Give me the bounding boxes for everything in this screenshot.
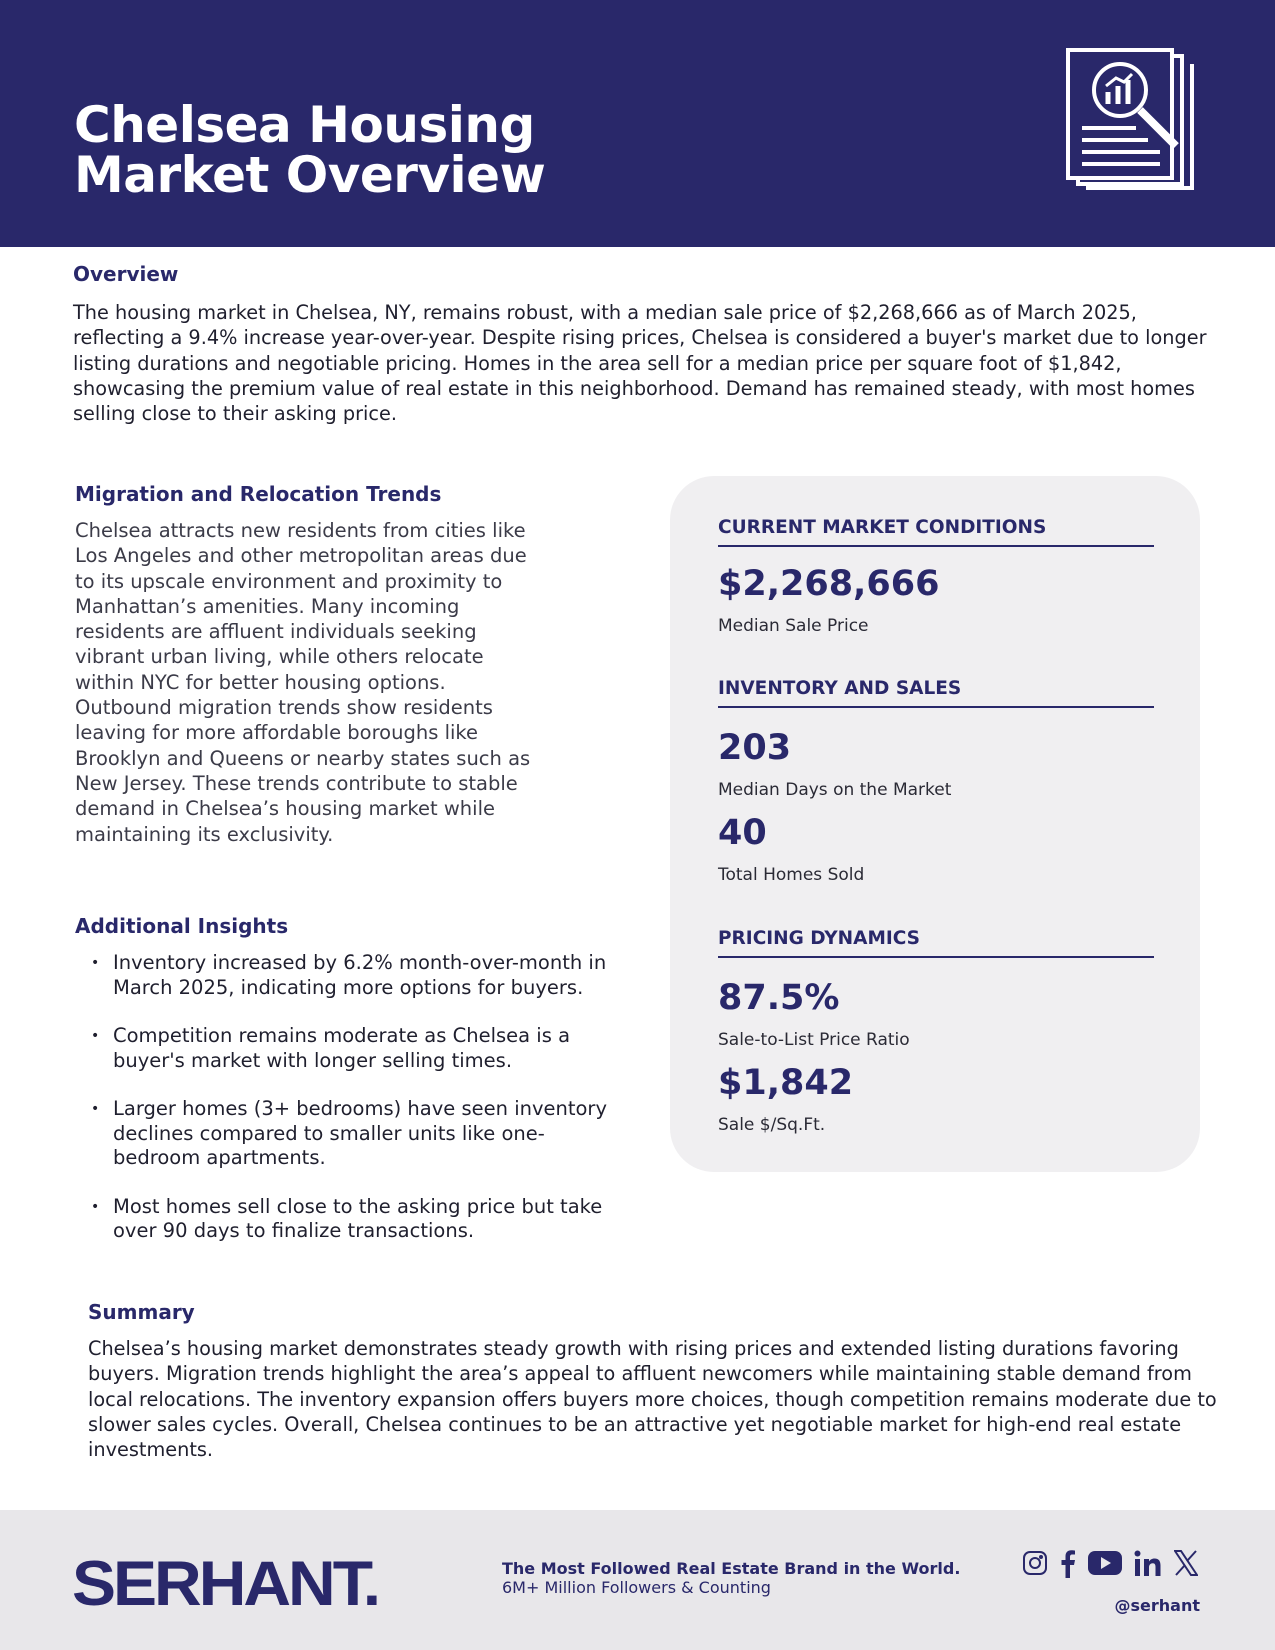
list-item <box>88 1024 608 1073</box>
page-title-line-2: Market Overview <box>74 146 546 204</box>
insight-text: Competition remains moderate as Chelsea is a buyer's market with longer selling times. <box>113 1024 571 1072</box>
homes-sold-value: 40 <box>718 813 767 853</box>
page-header <box>0 0 1275 247</box>
migration-heading: Migration and Relocation Trends <box>75 482 442 506</box>
footer-tagline: The Most Followed Real Estate Brand in the World. <box>502 1559 961 1578</box>
insight-text: Larger homes (3+ bedrooms) have seen inventory declines compared to smaller units like one-bedroom apartments. <box>113 1097 607 1169</box>
list-item <box>88 1097 608 1171</box>
page-title-line-1: Chelsea Housing <box>74 96 535 154</box>
sale-to-list-value: 87.5% <box>718 978 840 1018</box>
summary-text: Chelsea’s housing market demonstrates steady growth with rising prices and extended listing durations favoring buyers. Migration trends highlight the area’s appeal to affluent newcomers while maintaining stable demand from local relocations. The inventory expansion offers buyers more choices, though competition remains moderate due to slower sales cycles. Overall, Chelsea continues to be an attractive yet negotiable market for high-end real estate investments. <box>88 1337 1217 1462</box>
bullet-icon: • <box>91 1028 100 1044</box>
list-item <box>88 1195 608 1244</box>
market-stats-card <box>670 476 1200 1172</box>
homes-sold-label: Total Homes Sold <box>718 865 865 885</box>
median-days-label: Median Days on the Market <box>718 780 952 800</box>
social-handle-link[interactable]: @serhant <box>1114 1596 1200 1615</box>
insights-heading: Additional Insights <box>75 914 289 938</box>
bullet-icon: • <box>91 1198 100 1215</box>
facebook-icon[interactable] <box>1060 1550 1076 1582</box>
page-title <box>74 96 674 204</box>
price-per-sqft-value: $1,842 <box>718 1063 854 1103</box>
median-sale-price-label: Median Sale Price <box>718 616 869 636</box>
instagram-icon[interactable] <box>1022 1550 1048 1580</box>
x-icon[interactable] <box>1174 1550 1198 1580</box>
brand-logo: SERHANT. <box>72 1547 379 1619</box>
migration-text: Chelsea attracts new residents from cities like Los Angeles and other metropolitan areas due to its upscale environment and proximity to Manhattan’s amenities. Many incoming residents are affluent individuals seeking vibrant urban living, while others relocate within NYC for better housing options. Outbound migration trends show residents leaving for more affordable boroughs like Brooklyn and Queens or nearby states such as New Jersey. These trends contribute to stable demand in Chelsea’s housing market while maintaining its exclusivity. <box>75 519 531 846</box>
inventory-sales-heading: INVENTORY AND SALES <box>718 678 1154 708</box>
insight-text: Most homes sell close to the asking price but take over 90 days to finalize transactions. <box>113 1194 603 1242</box>
insights-list <box>88 951 608 1268</box>
linkedin-icon[interactable] <box>1134 1550 1162 1580</box>
youtube-icon[interactable] <box>1088 1550 1122 1580</box>
insight-text: Inventory increased by 6.2% month-over-month in March 2025, indicating more options for buyers. <box>113 951 607 999</box>
sale-to-list-label: Sale-to-List Price Ratio <box>718 1030 910 1050</box>
footer-tagline-sub: 6M+ Million Followers & Counting <box>502 1578 771 1597</box>
page-footer <box>0 1510 1275 1650</box>
bullet-icon: • <box>91 1101 100 1117</box>
list-item <box>88 951 608 1000</box>
current-market-heading: CURRENT MARKET CONDITIONS <box>718 517 1154 547</box>
median-days-value: 203 <box>718 728 792 768</box>
pricing-dynamics-heading: PRICING DYNAMICS <box>718 928 1154 958</box>
bullet-icon: • <box>91 955 100 971</box>
overview-text: The housing market in Chelsea, NY, remains robust, with a median sale price of $2,268,666 as of March 2025, reflecting a 9.4% increase year-over-year. Despite rising prices, Chelsea is considered a buyer's market due to longer listing durations and negotiable pricing. Homes in the area sell for a median price per square foot of $1,842, showcasing the premium value of real estate in this neighborhood. Demand has remained steady, with most homes selling close to their asking price. <box>73 301 1207 426</box>
report-magnifier-icon <box>1066 48 1204 200</box>
median-sale-price-value: $2,268,666 <box>718 564 940 604</box>
overview-heading: Overview <box>73 262 179 286</box>
summary-heading: Summary <box>88 1300 195 1324</box>
price-per-sqft-label: Sale $/Sq.Ft. <box>718 1115 826 1135</box>
